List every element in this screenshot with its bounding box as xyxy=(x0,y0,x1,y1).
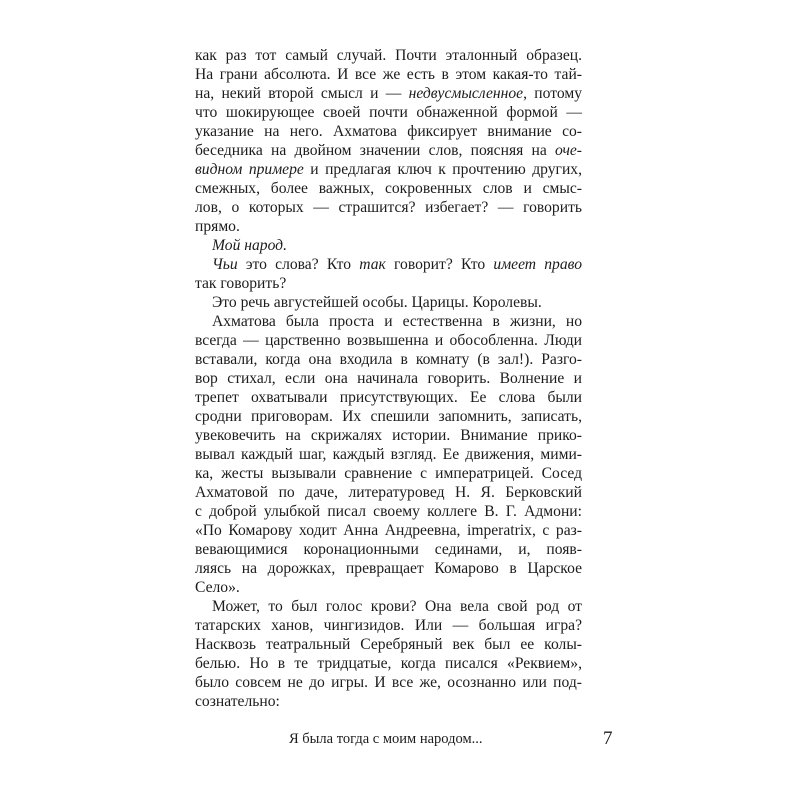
italic-emphasis: имеет право xyxy=(493,256,583,273)
text-line: «По Комарову ходит Анна Андреевна, imperatrix, с раз- xyxy=(195,522,582,539)
text-line: вевающимися коронационными сединами, и, появ- xyxy=(195,541,582,558)
page-footer xyxy=(195,728,615,752)
text-line: ка, жесты вызывали сравнение с императрицей. Сосед xyxy=(195,465,582,482)
text-line: На грани абсолюта. И все же есть в этом какая-то тай- xyxy=(195,66,582,83)
text-line: так говорить? xyxy=(195,275,287,292)
text-line: было совсем не до игры. И все же, осознанно или под- xyxy=(195,674,582,691)
text-line: Ахматова была проста и естественна в жизни, но xyxy=(212,313,582,330)
italic-quote-line: Мой народ. xyxy=(212,237,287,254)
text-line: смежных, более важных, сокровенных слов и смыс- xyxy=(195,180,582,197)
text-line: видном примере и предлагая ключ к прочтению других, xyxy=(195,161,582,178)
text-line: вывал каждый шаг, каждый взгляд. Ее движения, мими- xyxy=(195,446,582,463)
italic-emphasis: оче- xyxy=(555,142,582,159)
italic-emphasis: Чьи xyxy=(212,256,238,273)
text-line: как раз тот самый случай. Почти эталонный образец. xyxy=(195,47,582,64)
text-line: сродни приговорам. Их спешили запомнить, записать, xyxy=(195,408,582,425)
italic-emphasis: недвусмысленное xyxy=(408,85,524,102)
text-line: лов, о которых — страшится? избегает? — говорить xyxy=(195,199,582,216)
page-body xyxy=(195,46,582,711)
text-line: всегда — царственно возвышенна и обособленна. Люди xyxy=(195,332,582,349)
text-line: Может, то был голос крови? Она вела свой род от xyxy=(212,598,582,615)
text-line: что шокирующее своей почти обнаженной формой — xyxy=(195,104,582,121)
text-line: указание на него. Ахматова фиксирует внимание со- xyxy=(195,123,582,140)
text-line: беседника на двойном значении слов, поясняя на оче- xyxy=(195,142,582,159)
text-line: татарских ханов, чингизидов. Или — большая игра? xyxy=(195,617,582,634)
text-line: Это речь августейшей особы. Царицы. Королевы. xyxy=(212,294,542,311)
italic-emphasis: видном примере xyxy=(195,161,304,178)
text-line: белью. Но в те тридцатые, когда писался «Реквием», xyxy=(195,655,582,672)
text-line: трепет охватывали присутствующих. Ее слова были xyxy=(195,389,582,406)
text-line: вор стихал, если она начинала говорить. Волнение и xyxy=(195,370,582,387)
text-line: прямо. xyxy=(195,218,240,235)
text-line: Насквозь театральный Серебряный век был ее колы- xyxy=(195,636,582,653)
text-line: вставали, когда она входила в комнату (в зал!). Разго- xyxy=(195,351,582,368)
text-line: Село». xyxy=(195,579,240,596)
text-line: Чьи это слова? Кто так говорит? Кто имеет право xyxy=(212,256,583,273)
running-head: Я была тогда с моим народом... xyxy=(289,731,483,747)
text-line: Ахматовой по даче, литературовед Н. Я. Берковский xyxy=(195,484,582,501)
text-line: с доброй улыбкой писал своему коллеге В. Г. Адмони: xyxy=(195,503,582,520)
text-line: ляясь на дорожках, превращает Комарово в Царское xyxy=(195,560,582,577)
italic-emphasis: так xyxy=(359,256,386,273)
text-line: сознательно: xyxy=(195,693,280,710)
text-line: на, некий второй смысл и — недвусмысленное, потому xyxy=(195,85,582,102)
text-line: увековечить на скрижалях истории. Внимание прико- xyxy=(195,427,582,444)
page-number: 7 xyxy=(603,728,613,749)
